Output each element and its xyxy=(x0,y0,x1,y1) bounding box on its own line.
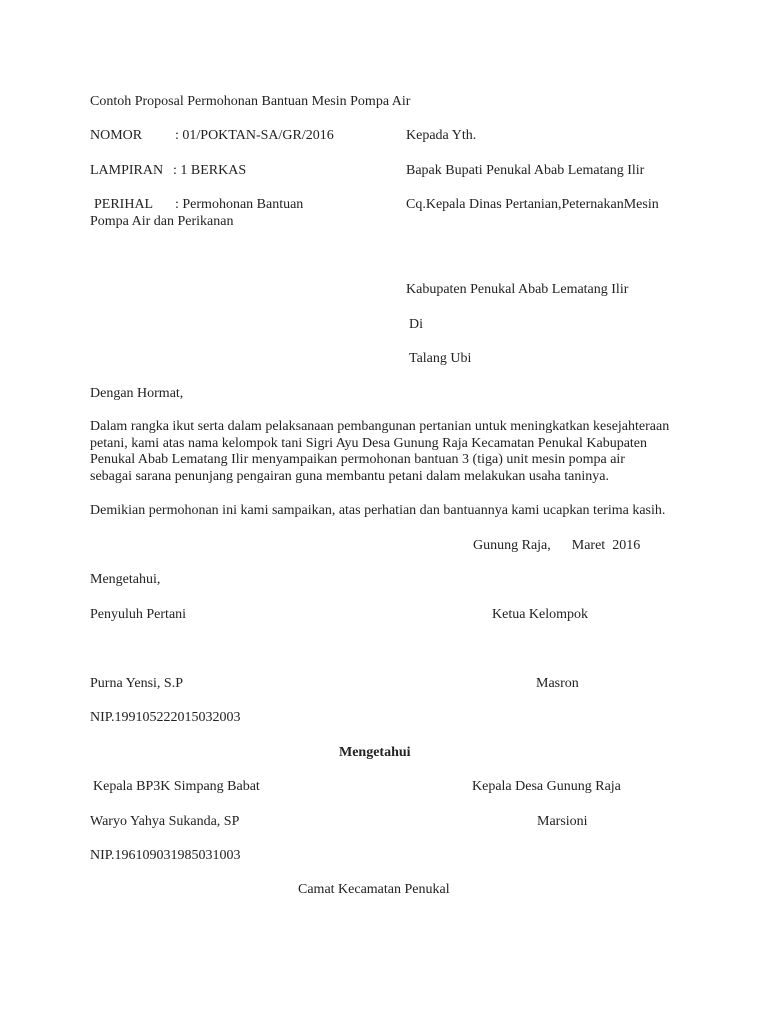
bp3k-name: Waryo Yahya Sukanda, SP xyxy=(90,814,240,829)
closing-paragraph: Demikian permohonan ini kami sampaikan, atas perhatian dan bantuannya kami ucapkan terima kasih. xyxy=(90,503,666,518)
place-date: Gunung Raja, Maret 2016 xyxy=(473,538,641,553)
document-title: Contoh Proposal Permohonan Bantuan Mesin Pompa Air xyxy=(90,94,411,109)
penyuluh-title: Penyuluh Pertani xyxy=(90,607,187,622)
perihal-value-continued: Pompa Air dan Perikanan xyxy=(90,214,234,229)
body-paragraph: Dalam rangka ikut serta dalam pelaksanaan pembangunan pertanian untuk meningkatkan kesejahteraan petani, kami atas nama kelompok tani Sigri Ayu Desa Gunung Raja Kecamatan Penukal Kabupaten Penukal Abab Lematang Ilir menyampaikan permohonan bantuan 3 (tiga) unit mesin pompa air sebagai sarana penunjang pengairan guna membantu petani dalam melakukan usaha taninya. xyxy=(90,419,670,484)
addressee-line-5: Di xyxy=(409,317,423,332)
camat-title: Camat Kecamatan Penukal xyxy=(298,882,450,897)
addressee-line-2: Bapak Bupati Penukal Abab Lematang Ilir xyxy=(406,163,645,178)
perihal-value: : Permohonan Bantuan xyxy=(175,197,304,212)
mengetahui-heading: Mengetahui xyxy=(339,745,411,760)
addressee-line-3: Cq.Kepala Dinas Pertanian,PeternakanMesin xyxy=(406,197,659,212)
lampiran-label: LAMPIRAN xyxy=(90,163,164,178)
addressee-line-1: Kepada Yth. xyxy=(406,128,477,143)
penyuluh-name: Purna Yensi, S.P xyxy=(90,676,183,691)
bp3k-title: Kepala BP3K Simpang Babat xyxy=(93,779,260,794)
lampiran-value: : 1 BERKAS xyxy=(173,163,247,178)
mengetahui-label: Mengetahui, xyxy=(90,572,161,587)
salutation: Dengan Hormat, xyxy=(90,386,184,401)
nomor-value: : 01/POKTAN-SA/GR/2016 xyxy=(175,128,334,143)
kepala-desa-name: Marsioni xyxy=(537,814,588,829)
perihal-label: PERIHAL xyxy=(94,197,154,212)
penyuluh-nip: NIP.199105222015032003 xyxy=(90,710,241,725)
ketua-name: Masron xyxy=(536,676,579,691)
kepala-desa-title: Kepala Desa Gunung Raja xyxy=(472,779,621,794)
bp3k-nip: NIP.196109031985031003 xyxy=(90,848,241,863)
nomor-label: NOMOR xyxy=(90,128,143,143)
addressee-line-6: Talang Ubi xyxy=(409,351,472,366)
ketua-kelompok-title: Ketua Kelompok xyxy=(492,607,589,622)
addressee-line-4: Kabupaten Penukal Abab Lematang Ilir xyxy=(406,282,629,297)
